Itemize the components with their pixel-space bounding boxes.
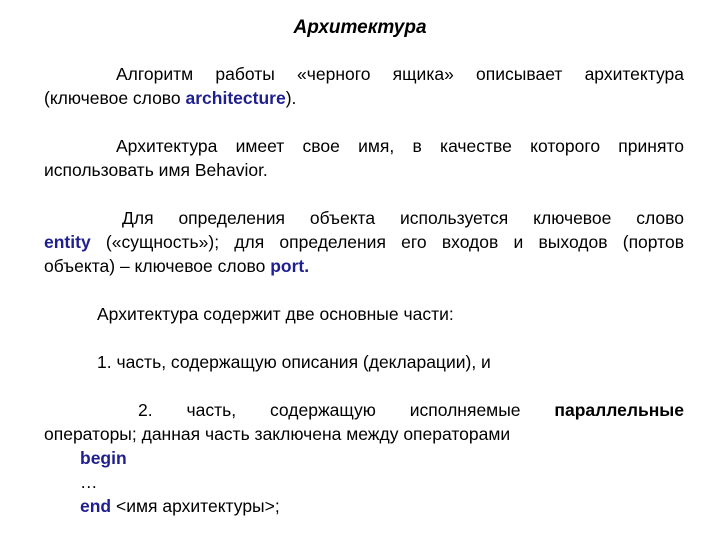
paragraph-line: операторы; данная часть заключена между операторами (44, 424, 511, 444)
code-ellipsis: … (80, 472, 98, 492)
text-fragment: («сущность»); для определения его входов и выходов (портов (90, 232, 684, 252)
text-fragment: объекта) – ключевое слово (44, 256, 271, 276)
paragraph-line (44, 254, 684, 278)
keyword-port: port. (270, 256, 310, 276)
text-fragment: (ключевое слово (44, 88, 186, 108)
paragraph-line: Архитектура имеет свое имя, в качестве которого принято (116, 136, 684, 156)
paragraph-two-parts (97, 302, 687, 326)
paragraph-line: использовать имя Behavior. (44, 160, 268, 180)
code-end-line (44, 494, 684, 518)
keyword-architecture: architecture (185, 88, 286, 108)
paragraph-line: 1. часть, содержащую описания (декларации), и (97, 352, 491, 372)
paragraph-line: Алгоритм работы «черного ящика» описывает архитектура (116, 64, 684, 84)
keyword-entity: entity (44, 232, 91, 252)
slide-title: Архитектура (293, 17, 427, 38)
paragraph-architecture-name (44, 134, 684, 182)
keyword-end: end (80, 496, 112, 516)
paragraph-line (44, 86, 684, 110)
code-end-rest: <имя архитектуры>; (111, 496, 280, 516)
text-fragment: ). (285, 88, 297, 108)
text-fragment: 2. часть, содержащую исполняемые (138, 400, 555, 420)
paragraph-architecture-definition (44, 62, 684, 110)
paragraph-line: Архитектура содержит две основные части: (97, 304, 454, 324)
paragraph-entity-port (44, 206, 684, 278)
paragraph-part-two (44, 398, 684, 518)
paragraph-line: Для определения объекта используется ключевое слово (122, 208, 684, 228)
bold-parallel: параллельные (554, 400, 684, 420)
paragraph-line (44, 230, 684, 254)
paragraph-part-one (97, 350, 687, 374)
paragraph-line (44, 398, 684, 422)
code-begin: begin (80, 448, 127, 468)
